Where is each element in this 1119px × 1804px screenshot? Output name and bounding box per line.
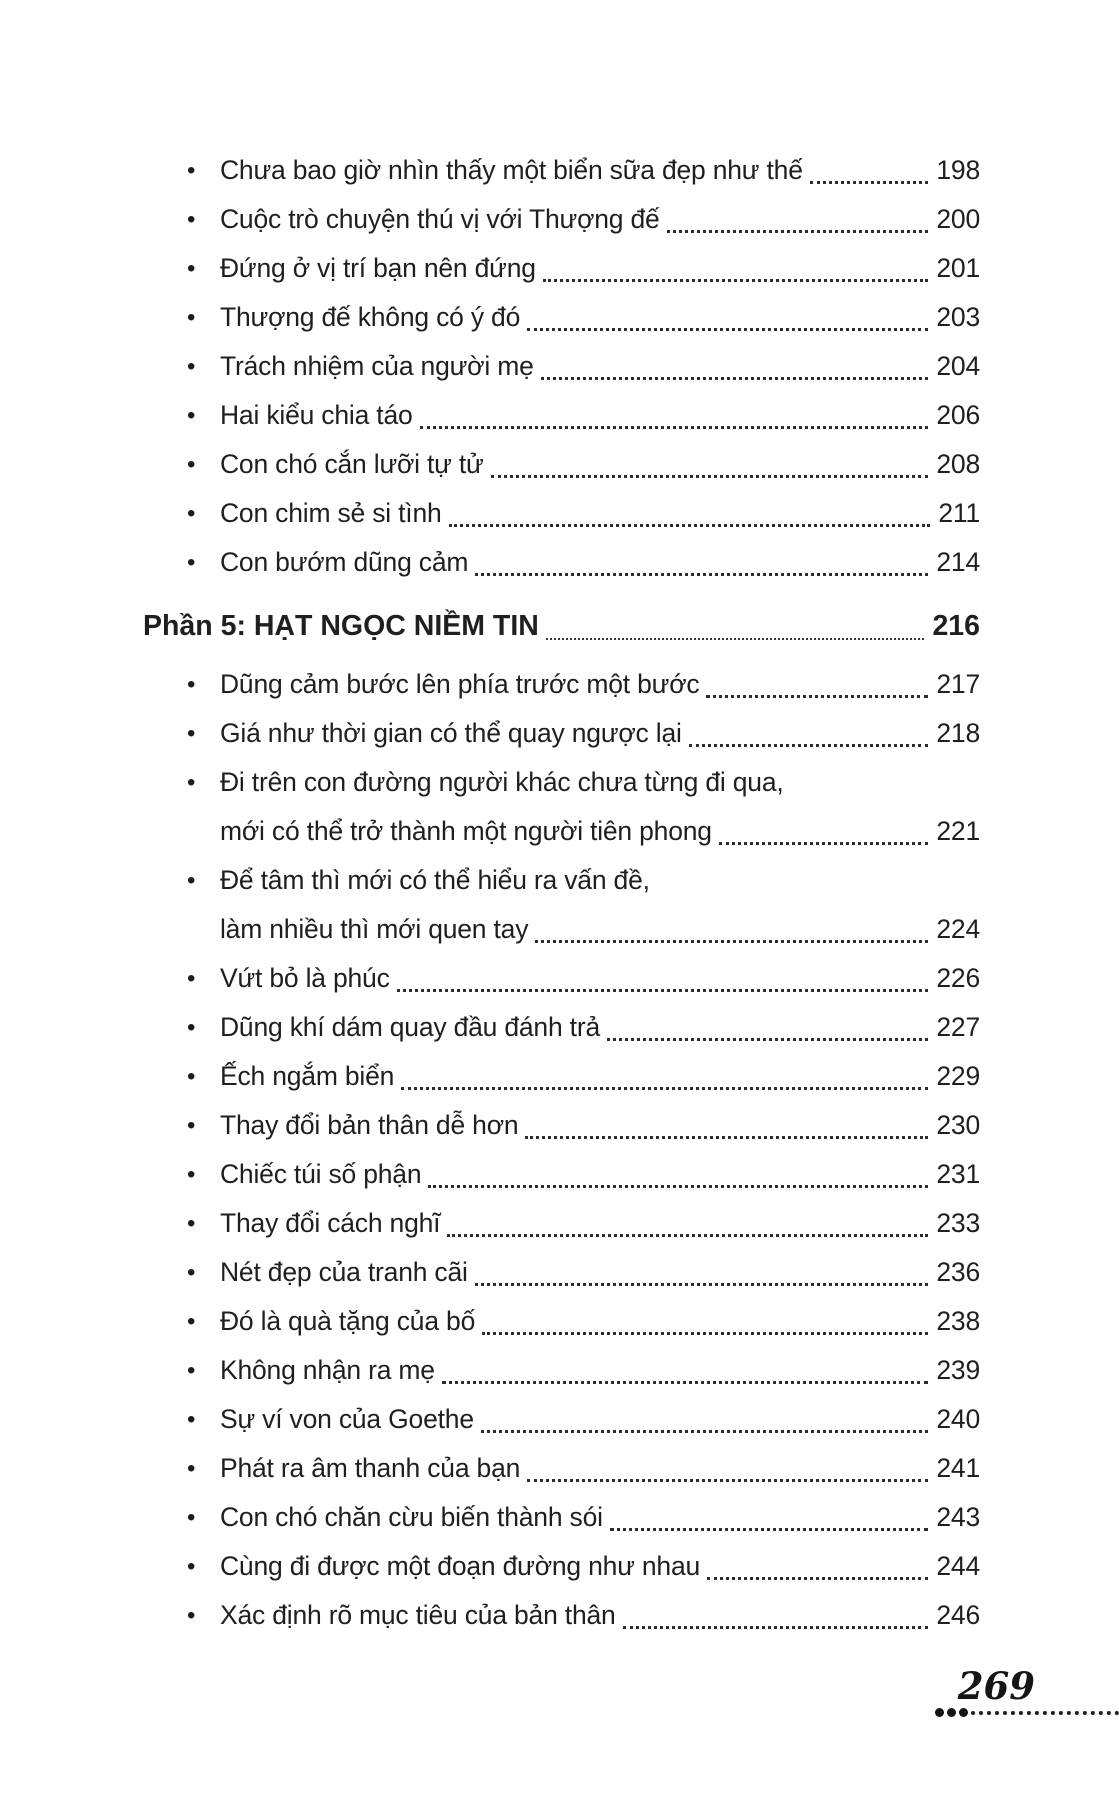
toc-line <box>220 1199 980 1248</box>
entry-page-number: 227 <box>936 1012 980 1042</box>
entry-title: Nét đẹp của tranh cãi <box>220 1257 468 1287</box>
leader-dots <box>449 489 931 527</box>
toc-line <box>220 758 980 807</box>
leader-dots <box>525 1101 928 1139</box>
leader-dots <box>607 1003 928 1041</box>
entry-title: Dũng khí dám quay đầu đánh trả <box>220 1012 600 1042</box>
toc-line <box>220 146 980 195</box>
entry-title: Để tâm thì mới có thể hiểu ra vấn đề, <box>220 865 650 895</box>
toc-line <box>220 807 980 856</box>
toc-line <box>220 440 980 489</box>
entry-page-number: 201 <box>936 253 980 283</box>
leader-dots <box>428 1150 928 1188</box>
toc-entry-row <box>143 1591 980 1640</box>
entry-title: Phát ra âm thanh của bạn <box>220 1453 521 1483</box>
toc-entry-row <box>143 244 980 293</box>
leader-dots <box>541 342 929 380</box>
folio-dotted-rule <box>935 1708 1119 1717</box>
toc-entry-row <box>143 856 980 954</box>
entry-title: Thượng đế không có ý đó <box>220 302 521 332</box>
bullet-icon: • <box>187 451 196 478</box>
entry-page-number: 230 <box>936 1110 980 1140</box>
toc-line <box>220 342 980 391</box>
bullet-icon: • <box>187 1602 196 1629</box>
toc-entry-row <box>143 660 980 709</box>
bullet-icon: • <box>187 402 196 429</box>
toc-line <box>220 1003 980 1052</box>
entry-title: Ếch ngắm biển <box>220 1061 395 1091</box>
toc-entry-row <box>143 1297 980 1346</box>
toc-entry-row <box>143 1395 980 1444</box>
toc-line <box>220 1444 980 1493</box>
entry-page-number: 203 <box>936 302 980 332</box>
leader-dots <box>543 244 929 282</box>
leader-dots <box>707 1542 928 1580</box>
leader-dots <box>546 602 925 640</box>
toc-entry-row <box>143 195 980 244</box>
entry-title: Đi trên con đường người khác chưa từng đi qua, <box>220 767 784 797</box>
entry-title: Chiếc túi số phận <box>220 1159 422 1189</box>
entry-title: Hai kiểu chia táo <box>220 400 413 430</box>
bullet-icon: • <box>187 1455 196 1482</box>
toc-line <box>220 489 980 538</box>
entry-page-number: 216 <box>932 610 980 642</box>
dot-icon <box>959 1708 968 1717</box>
toc-line <box>220 1297 980 1346</box>
toc-line <box>220 954 980 1003</box>
toc-line <box>143 602 980 651</box>
entry-page-number: 238 <box>936 1306 980 1336</box>
toc-line <box>220 709 980 758</box>
bullet-icon: • <box>187 867 196 894</box>
toc-line <box>220 660 980 709</box>
bullet-icon: • <box>187 1553 196 1580</box>
leader-dots <box>481 1395 929 1433</box>
toc-line <box>220 293 980 342</box>
bullet-icon: • <box>187 304 196 331</box>
leader-dots <box>719 807 929 845</box>
section-title: Phần 5: HẠT NGỌC NIỀM TIN <box>143 610 539 642</box>
leader-dots <box>667 195 929 233</box>
entry-page-number: 198 <box>936 155 980 185</box>
leader-dots <box>397 954 929 992</box>
toc-line <box>220 195 980 244</box>
toc-line <box>220 1248 980 1297</box>
toc-entry-row <box>143 1003 980 1052</box>
toc-entry-row <box>143 146 980 195</box>
entry-page-number: 226 <box>936 963 980 993</box>
bullet-icon: • <box>187 206 196 233</box>
leader-dots <box>447 1199 928 1237</box>
entry-title: Cuộc trò chuyện thú vị với Thượng đế <box>220 204 660 234</box>
bullet-icon: • <box>187 1308 196 1335</box>
entry-title: Dũng cảm bước lên phía trước một bước <box>220 669 700 699</box>
leader-dots <box>623 1591 929 1629</box>
toc-line <box>220 538 980 587</box>
toc-entry-row <box>143 1444 980 1493</box>
entry-title: Đứng ở vị trí bạn nên đứng <box>220 253 536 283</box>
bullet-icon: • <box>187 353 196 380</box>
bullet-icon: • <box>187 500 196 527</box>
toc-entry-row <box>143 391 980 440</box>
leader-dots <box>527 1444 928 1482</box>
leader-dots <box>401 1052 928 1090</box>
entry-title: mới có thể trở thành một người tiên phong <box>220 816 712 846</box>
toc-entry-row <box>143 1101 980 1150</box>
toc-section-row <box>143 602 980 651</box>
leader-dots <box>482 1297 928 1335</box>
toc-line <box>220 1150 980 1199</box>
toc-line <box>220 905 980 954</box>
dotted-line <box>971 1711 1119 1715</box>
entry-page-number: 221 <box>936 816 980 846</box>
entry-page-number: 244 <box>936 1551 980 1581</box>
bullet-icon: • <box>187 1406 196 1433</box>
bullet-icon: • <box>187 549 196 576</box>
toc-line <box>220 1101 980 1150</box>
entry-page-number: 231 <box>936 1159 980 1189</box>
leader-dots <box>527 293 928 331</box>
entry-title: Con bướm dũng cảm <box>220 547 469 577</box>
toc-line <box>220 856 980 905</box>
toc-entry-row <box>143 1346 980 1395</box>
leader-dots <box>689 709 929 747</box>
table-of-contents <box>143 146 980 1640</box>
entry-page-number: 217 <box>936 669 980 699</box>
entry-page-number: 243 <box>936 1502 980 1532</box>
bullet-icon: • <box>187 1504 196 1531</box>
entry-page-number: 229 <box>936 1061 980 1091</box>
toc-line <box>220 1591 980 1640</box>
bullet-icon: • <box>187 769 196 796</box>
entry-page-number: 218 <box>936 718 980 748</box>
toc-line <box>220 244 980 293</box>
toc-entry-row <box>143 758 980 856</box>
entry-title: Giá như thời gian có thể quay ngược lại <box>220 718 682 748</box>
toc-entry-row <box>143 954 980 1003</box>
entry-title: Chưa bao giờ nhìn thấy một biển sữa đẹp như thế <box>220 155 803 185</box>
toc-line <box>220 1395 980 1444</box>
entry-title: Thay đổi bản thân dễ hơn <box>220 1110 519 1140</box>
entry-page-number: 239 <box>936 1355 980 1385</box>
entry-title: Con chó chăn cừu biến thành sói <box>220 1502 603 1532</box>
toc-entry-row <box>143 342 980 391</box>
entry-page-number: 204 <box>936 351 980 381</box>
toc-entry-row <box>143 489 980 538</box>
entry-title: Vứt bỏ là phúc <box>220 963 390 993</box>
bullet-icon: • <box>187 1259 196 1286</box>
entry-page-number: 200 <box>936 204 980 234</box>
leader-dots <box>706 660 928 698</box>
entry-title: làm nhiều thì mới quen tay <box>220 914 529 944</box>
leader-dots <box>491 440 929 478</box>
bullet-icon: • <box>187 1112 196 1139</box>
toc-entry-row <box>143 1248 980 1297</box>
bullet-icon: • <box>187 1161 196 1188</box>
entry-page-number: 233 <box>936 1208 980 1238</box>
bullet-icon: • <box>187 1210 196 1237</box>
leader-dots <box>610 1493 929 1531</box>
toc-entry-row <box>143 1150 980 1199</box>
entry-title: Xác định rõ mục tiêu của bản thân <box>220 1600 616 1630</box>
toc-line <box>220 1052 980 1101</box>
entry-title: Con chim sẻ si tình <box>220 498 442 528</box>
toc-entry-row <box>143 1542 980 1591</box>
leader-dots <box>475 538 928 576</box>
bullet-icon: • <box>187 1063 196 1090</box>
dot-icon <box>947 1708 956 1717</box>
bullet-icon: • <box>187 720 196 747</box>
bullet-icon: • <box>187 1357 196 1384</box>
entry-page-number: 246 <box>936 1600 980 1630</box>
toc-line <box>220 1346 980 1395</box>
toc-entry-row <box>143 1199 980 1248</box>
entry-page-number: 240 <box>936 1404 980 1434</box>
dot-icon <box>935 1708 944 1717</box>
entry-page-number: 208 <box>936 449 980 479</box>
entry-page-number: 236 <box>936 1257 980 1287</box>
leader-dots <box>420 391 929 429</box>
entry-page-number: 206 <box>936 400 980 430</box>
bullet-icon: • <box>187 157 196 184</box>
entry-title: Sự ví von của Goethe <box>220 1404 474 1434</box>
toc-entry-row <box>143 293 980 342</box>
toc-entry-row <box>143 440 980 489</box>
entry-title: Cùng đi được một đoạn đường như nhau <box>220 1551 701 1581</box>
entry-title: Không nhận ra mẹ <box>220 1355 435 1385</box>
leader-dots <box>475 1248 929 1286</box>
entry-title: Thay đổi cách nghĩ <box>220 1208 441 1238</box>
entry-title: Trách nhiệm của người mẹ <box>220 351 534 381</box>
toc-entry-row <box>143 709 980 758</box>
toc-entry-row <box>143 538 980 587</box>
entry-title: Con chó cắn lưỡi tự tử <box>220 449 484 479</box>
toc-entry-row <box>143 1052 980 1101</box>
leader-dots <box>810 146 929 184</box>
entry-title: Đó là quà tặng của bố <box>220 1306 476 1336</box>
entry-page-number: 224 <box>936 914 980 944</box>
bullet-icon: • <box>187 965 196 992</box>
entry-page-number: 211 <box>938 498 980 528</box>
toc-line <box>220 391 980 440</box>
entry-page-number: 214 <box>936 547 980 577</box>
leader-dots <box>535 905 928 943</box>
bullet-icon: • <box>187 1014 196 1041</box>
bullet-icon: • <box>187 255 196 282</box>
toc-entry-row <box>143 1493 980 1542</box>
entry-page-number: 241 <box>936 1453 980 1483</box>
toc-line <box>220 1542 980 1591</box>
toc-line <box>220 1493 980 1542</box>
folio-page-number: 269 <box>957 1664 1035 1708</box>
bullet-icon: • <box>187 671 196 698</box>
leader-dots <box>442 1346 929 1384</box>
